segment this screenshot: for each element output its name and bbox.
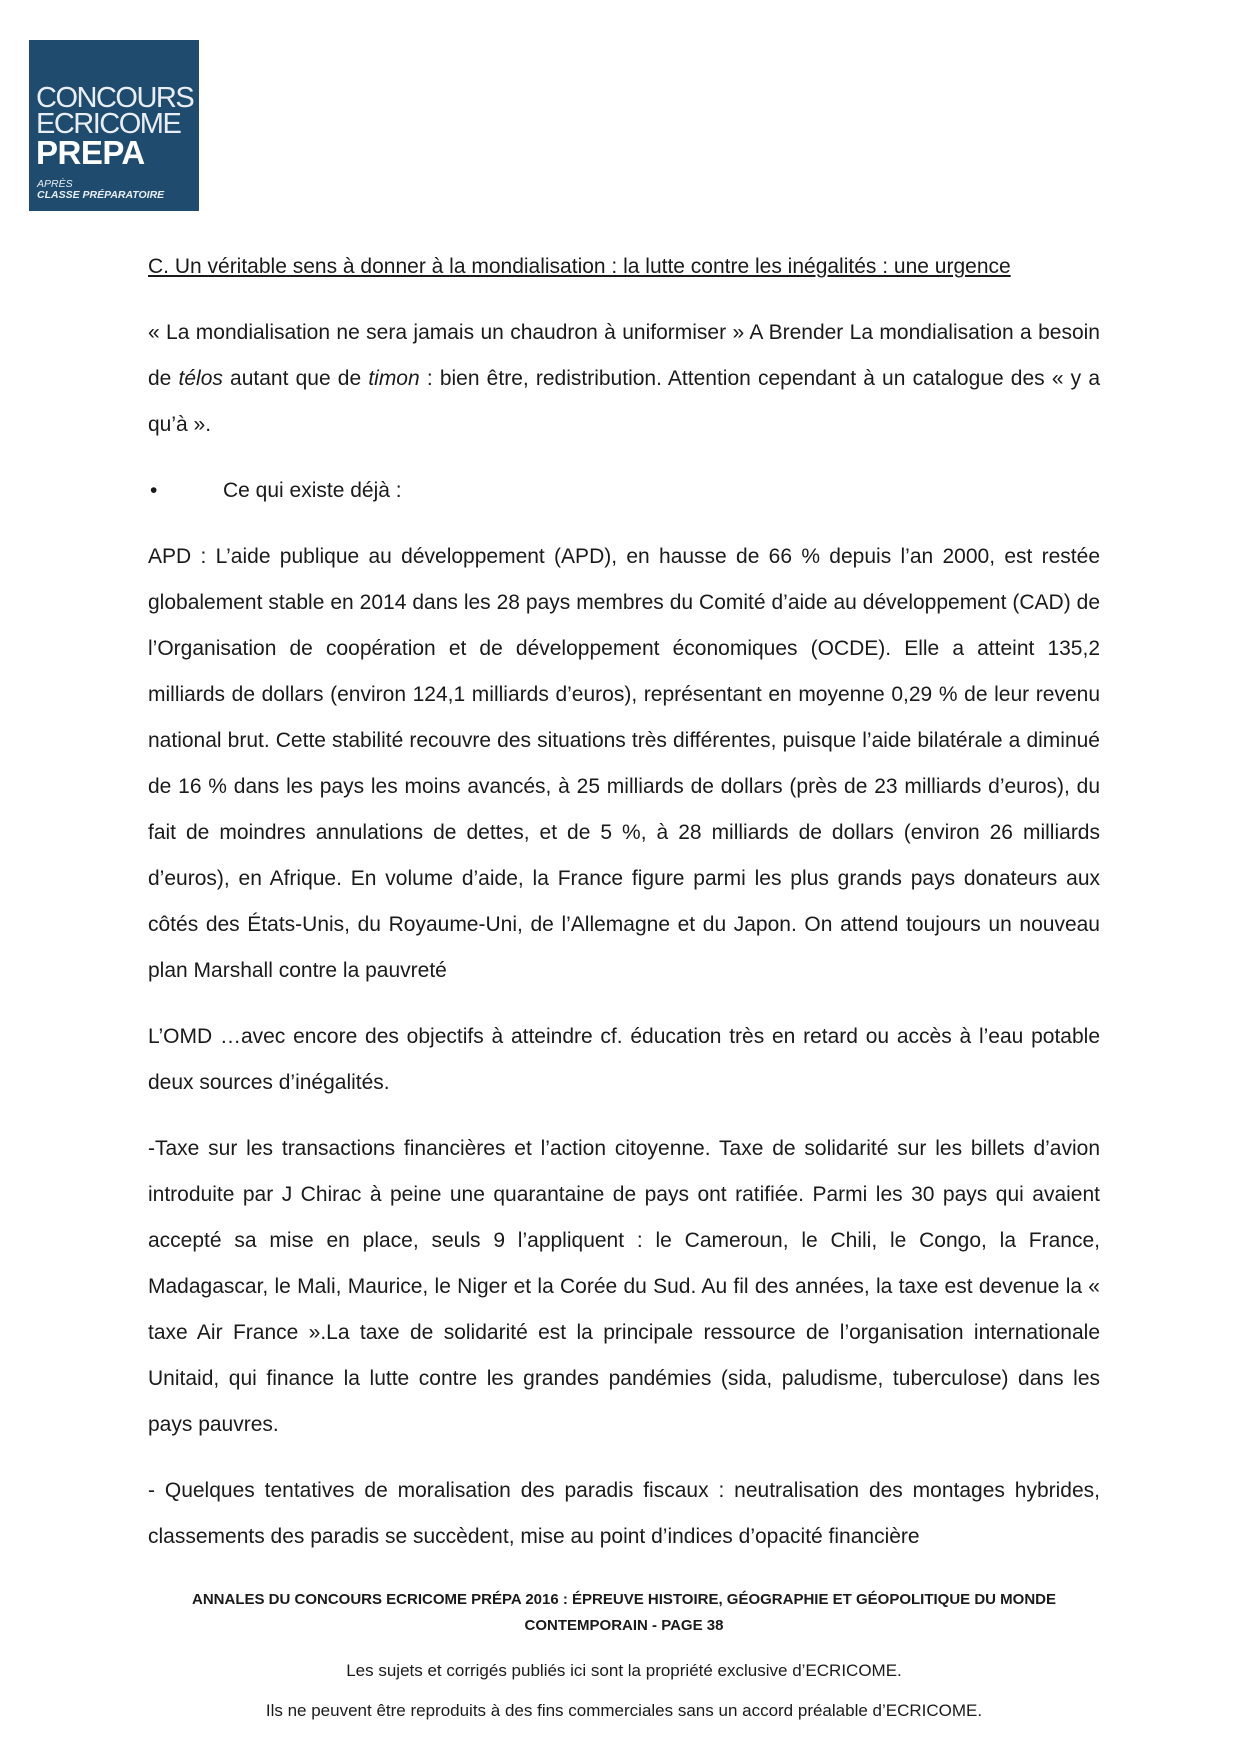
omd-paragraph: L’OMD …avec encore des objectifs à atteindre cf. éducation très en retard ou accès à l’eau potable deux sources d’inégalités. [148, 1025, 1100, 1094]
copyright-notice [148, 1651, 1100, 1731]
copyright-line-1: Les sujets et corrigés publiés ici sont la propriété exclusive d’ECRICOME. [346, 1661, 902, 1680]
ecricome-logo [29, 40, 199, 211]
paradis-paragraph: - Quelques tentatives de moralisation des paradis fiscaux : neutralisation des montages hybrides, classements des paradis se succèdent, mise au point d’indices d’opacité financière [148, 1479, 1100, 1548]
footer-page: CONTEMPORAIN - PAGE 38 [524, 1617, 724, 1634]
logo-line-classe: CLASSE PRÉPARATOIRE [37, 189, 165, 201]
footer-title: ANNALES DU CONCOURS ECRICOME PRÉPA 2016 : ÉPREUVE HISTOIRE, GÉOGRAPHIE ET GÉOPOLITIQUE DU MONDE [191, 1591, 1056, 1608]
logo-line-prepa: PREPA [36, 134, 145, 171]
bullet-item [148, 468, 1100, 514]
logo-line-apres: APRÈS [37, 178, 73, 190]
logo-line-ecricome: ECRICOME [36, 108, 181, 140]
bullet-text: Ce qui existe déjà : [223, 479, 402, 502]
logo-line-concours: CONCOURS [36, 82, 194, 114]
taxe-paragraph: -Taxe sur les transactions financières et l’action citoyenne. Taxe de solidarité sur les billets d’avion introduite par J Chirac à peine une quarantaine de pays ont ratifiée. Parmi les 30 pays qui avaient accepté sa mise en place, seuls 9 l’appliquent : le Cameroun, le Chili, le Congo, la France, Madagascar, le Mali, Maurice, le Niger et la Corée du Sud. Au fil des années, la taxe est devenue la « taxe Air France ».La taxe de solidarité est la principale ressource de l’organisation internationale Unitaid, qui finance la lutte contre les grandes pandémies (sida, paludisme, tuberculose) dans les pays pauvres. [148, 1137, 1100, 1436]
apd-paragraph: APD : L’aide publique au développement (APD), en hausse de 66 % depuis l’an 2000, est restée globalement stable en 2014 dans les 28 pays membres du Comité d’aide au développement (CAD) de l’Organisation de coopération et de développement économiques (OCDE). Elle a atteint 135,2 milliards de dollars (environ 124,1 milliards d’euros), représentant en moyenne 0,29 % de leur revenu national brut. Cette stabilité recouvre des situations très différentes, puisque l’aide bilatérale a diminué de 16 % dans les pays les moins avancés, à 25 milliards de dollars (près de 23 milliards d’euros), du fait de moindres annulations de dettes, et de 5 %, à 28 milliards de dollars (environ 26 milliards d’euros), en Afrique. En volume d’aide, la France figure parmi les plus grands pays donateurs aux côtés des États-Unis, du Royaume-Uni, de l’Allemagne et du Japon. On attend toujours un nouveau plan Marshall contre la pauvreté [148, 545, 1100, 982]
intro-paragraph: « La mondialisation ne sera jamais un chaudron à uniformiser » A Brender La mondialisation a besoin de télos autant que de timon : bien être, redistribution. Attention cependant à un catalogue des « y a qu’à ». [148, 321, 1101, 436]
section-heading: C. Un véritable sens à donner à la mondialisation : la lutte contre les inégalités : une urgence [148, 255, 1011, 278]
page-footer [148, 1587, 1100, 1639]
copyright-line-2: Ils ne peuvent être reproduits à des fins commerciales sans un accord préalable d’ECRICOME. [265, 1701, 983, 1720]
telos-term: télos [178, 367, 223, 390]
document-body [148, 244, 1100, 1560]
bullet-symbol: • [150, 479, 158, 502]
timon-term: timon [368, 367, 420, 390]
